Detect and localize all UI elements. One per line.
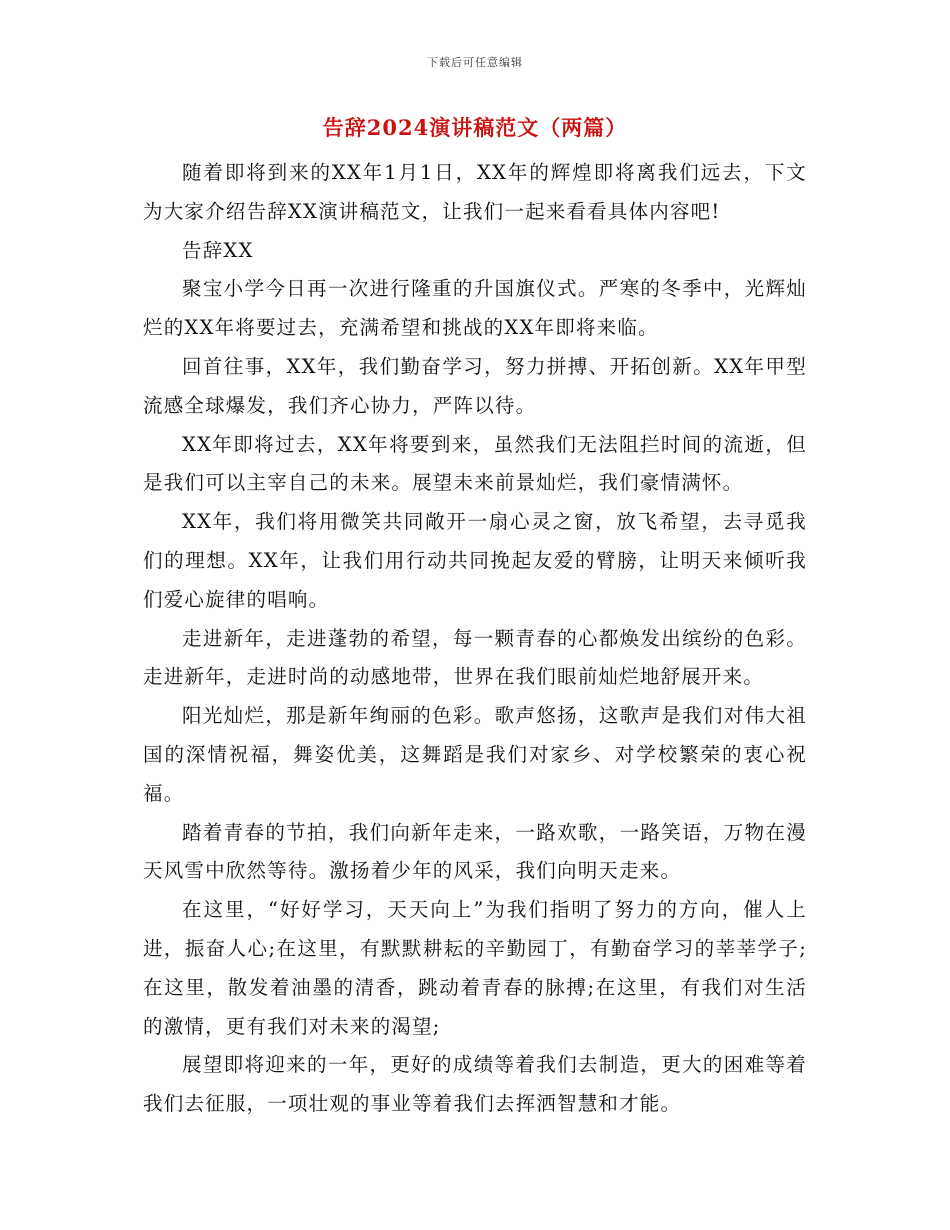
- section-heading: 告辞XX: [182, 238, 254, 262]
- document-title: 告辞2024演讲稿范文（两篇）: [322, 115, 628, 140]
- paragraph: XX年，我们将用微笑共同敞开一扇心灵之窗，放飞希望，去寻觅我们的理想。XX年，让我们用行动共同挽起友爱的臂膀，让明天来倾听我们爱心旋律的唱响。: [143, 510, 807, 611]
- paragraph: 踏着青春的节拍，我们向新年走来，一路欢歌，一路笑语，万物在漫天风雪中欣然等待。激扬着少年的风采，我们向明天走来。: [143, 820, 807, 883]
- paragraph: 聚宝小学今日再一次进行隆重的升国旗仪式。严寒的冬季中，光辉灿烂的XX年将要过去，充满希望和挑战的XX年即将来临。: [143, 277, 807, 340]
- paragraph: XX年即将过去，XX年将要到来，虽然我们无法阻拦时间的流逝，但是我们可以主宰自己的未来。展望未来前景灿烂，我们豪情满怀。: [143, 432, 807, 495]
- paragraph: 随着即将到来的XX年1月1日，XX年的辉煌即将离我们远去，下文为大家介绍告辞XX演讲稿范文，让我们一起来看看具体内容吧!: [143, 161, 807, 223]
- paragraph: 展望即将迎来的一年，更好的成绩等着我们去制造，更大的困难等着我们去征服，一项壮观的事业等着我们去挥洒智慧和才能。: [143, 1053, 807, 1116]
- paragraph: 回首往事，XX年，我们勤奋学习，努力拼搏、开拓创新。XX年甲型流感全球爆发，我们齐心协力，严阵以待。: [143, 354, 807, 417]
- header-note: 下载后可任意编辑: [427, 56, 523, 69]
- document-body: [143, 154, 807, 1124]
- paragraph: 走进新年，走进蓬勃的希望，每一颗青春的心都焕发出缤纷的色彩。走进新年，走进时尚的动感地带，世界在我们眼前灿烂地舒展开来。: [143, 626, 807, 689]
- paragraph: 阳光灿烂，那是新年绚丽的色彩。歌声悠扬，这歌声是我们对伟大祖国的深情祝福，舞姿优美，这舞蹈是我们对家乡、对学校繁荣的衷心祝福。: [143, 704, 807, 805]
- paragraph: 在这里，“好好学习，天天向上”为我们指明了努力的方向，催人上进，振奋人心;在这里，有默默耕耘的辛勤园丁，有勤奋学习的莘莘学子;在这里，散发着油墨的清香，跳动着青春的脉搏;在这里，有我们对生活的激情，更有我们对未来的渴望;: [143, 898, 807, 1038]
